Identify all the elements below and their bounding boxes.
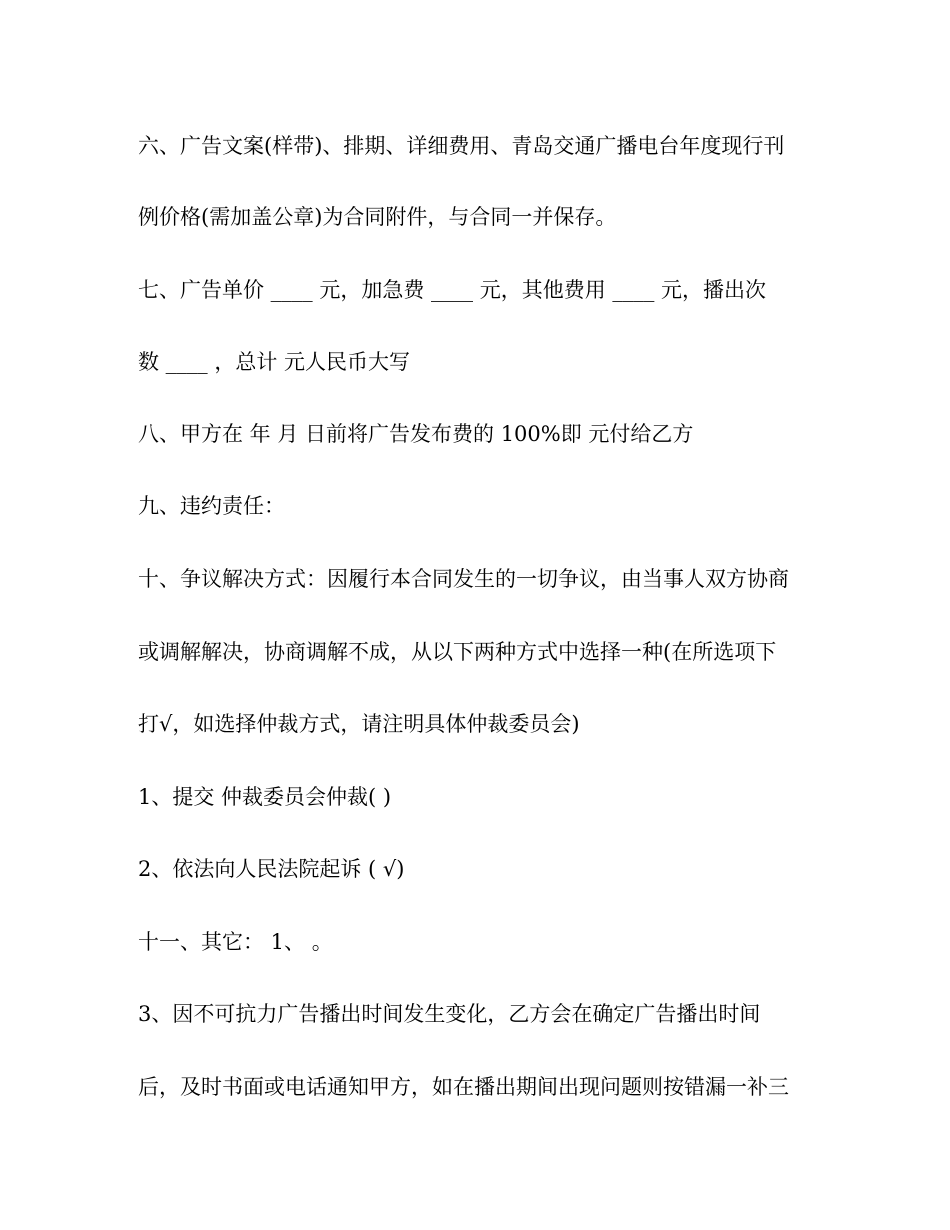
clause-11-line: 十一、其它： 1、 。 <box>138 930 333 954</box>
option-1-line: 1、提交 仲裁委员会仲裁( ) <box>138 785 392 809</box>
clause-7-line-1: 七、广告单价 ____ 元，加急费 ____ 元，其他费用 ____ 元，播出次 <box>138 278 767 302</box>
clause-10-line-2: 或调解解决，协商调解不成，从以下两种方式中选择一种(在所选项下 <box>138 640 777 664</box>
clause-10-line-1: 十、争议解决方式：因履行本合同发生的一切争议，由当事人双方协商 <box>138 567 789 591</box>
clause-10-line-3: 打√，如选择仲裁方式，请注明具体仲裁委员会) <box>138 712 580 736</box>
clause-9-line: 九、违约责任： <box>138 494 285 518</box>
clause-6-line-1: 六、广告文案(样带)、排期、详细费用、青岛交通广播电台年度现行刊 <box>138 134 785 158</box>
item-3-line-2: 后，及时书面或电话通知甲方，如在播出期间出现问题则按错漏一补三 <box>138 1075 789 1099</box>
item-3-line-1: 3、因不可抗力广告播出时间发生变化，乙方会在确定广告播出时间 <box>138 1002 761 1026</box>
option-2-line: 2、依法向人民法院起诉 ( √) <box>138 857 405 881</box>
clause-6-line-2: 例价格(需加盖公章)为合同附件，与合同一并保存。 <box>138 205 617 229</box>
clause-8-line: 八、甲方在 年 月 日前将广告发布费的 100%即 元付给乙方 <box>138 422 694 446</box>
clause-7-line-2: 数 ____ ，总计 元人民币大写 <box>138 350 411 374</box>
